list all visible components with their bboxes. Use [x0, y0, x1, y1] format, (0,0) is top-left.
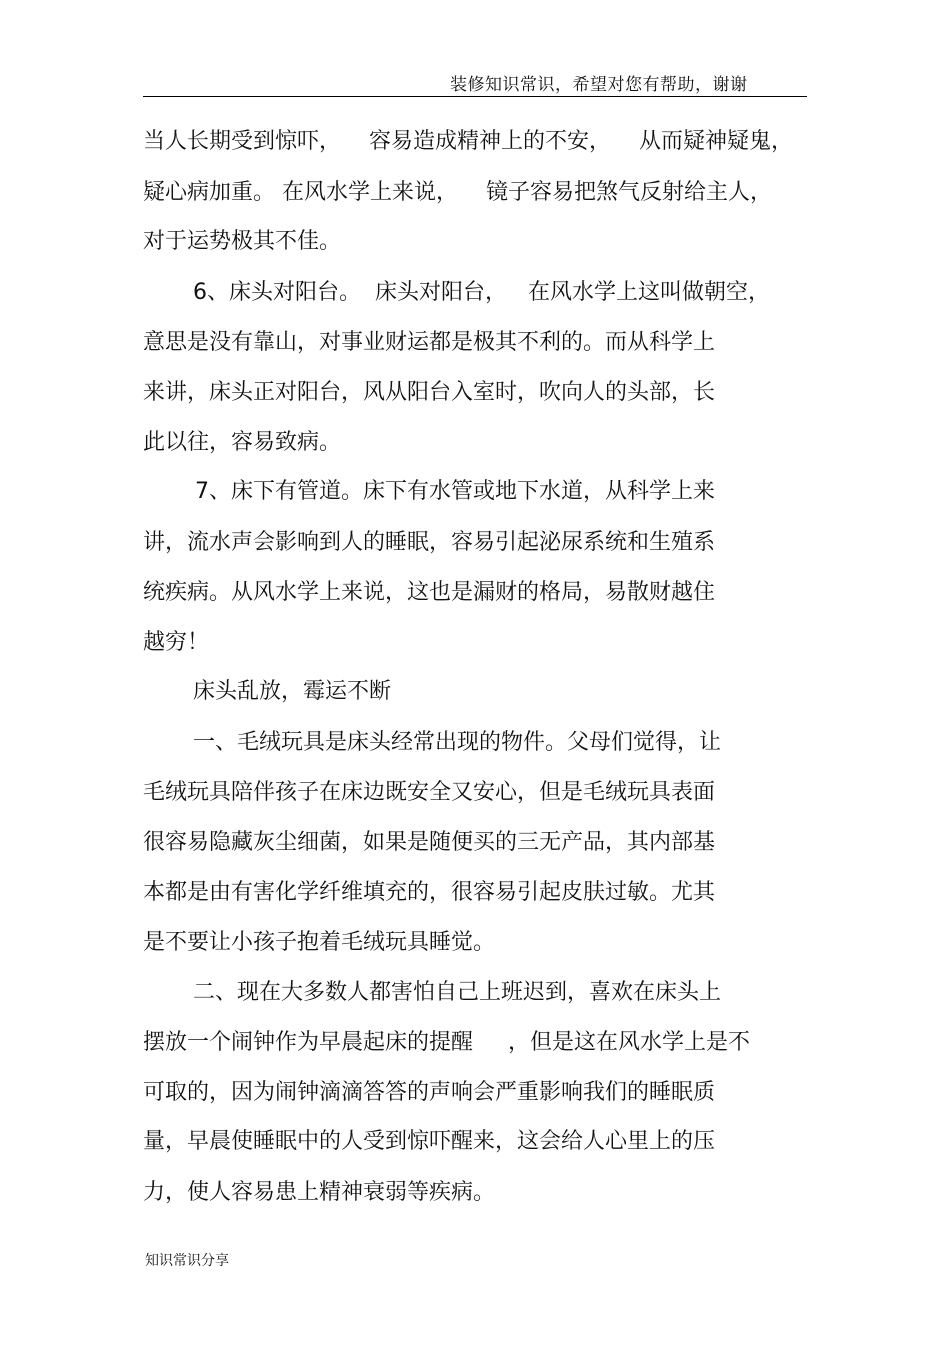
header-text: 装修知识常识，希望对您有帮助，谢谢: [450, 75, 748, 95]
body-line: 毛绒玩具陪伴孩子在床边既安全又安心，但是毛绒玩具表面: [143, 780, 716, 805]
body-line: 6、床头对阳台。 床头对阳台， 在风水学上这叫做朝空，: [193, 280, 770, 305]
body-line: 摆放一个闹钟作为早晨起床的提醒 ，但是这在风水学上是不: [143, 1030, 750, 1055]
body-line: 当人长期受到惊吓， 容易造成精神上的不安， 从而疑神疑鬼，: [143, 129, 793, 154]
body-line: 越穷！: [143, 630, 210, 655]
header-divider: [143, 96, 807, 97]
body-line: 力，使人容易患上精神衰弱等疾病。: [143, 1180, 496, 1205]
body-line: 7、床下有管道。床下有水管或地下水道，从科学上来: [195, 479, 715, 504]
body-line: 量，早晨使睡眠中的人受到惊吓醒来，这会给人心里上的压: [143, 1129, 716, 1154]
body-line: 来讲，床头正对阳台，风从阳台入室时，吹向人的头部，长: [143, 380, 716, 405]
body-line: 很容易隐藏灰尘细菌，如果是随便买的三无产品，其内部基: [143, 830, 716, 855]
section-heading: 床头乱放，霉运不断: [193, 679, 392, 704]
body-line: 统疾病。从风水学上来说，这也是漏财的格局，易散财越住: [143, 580, 716, 605]
body-line: 本都是由有害化学纤维填充的，很容易引起皮肤过敏。尤其: [143, 880, 716, 905]
body-line: 意思是没有靠山，对事业财运都是极其不利的。而从科学上: [143, 330, 716, 355]
body-line: 二、现在大多数人都害怕自己上班迟到，喜欢在床头上: [193, 980, 722, 1005]
body-line: 讲，流水声会影响到人的睡眠，容易引起泌尿系统和生殖系: [143, 530, 716, 555]
body-line: 此以往，容易致病。: [143, 430, 342, 455]
body-line: 疑心病加重。 在风水学上来说， 镜子容易把煞气反射给主人，: [143, 180, 772, 205]
body-line: 是不要让小孩子抱着毛绒玩具睡觉。: [143, 930, 496, 955]
body-line: 一、毛绒玩具是床头经常出现的物件。父母们觉得，让: [193, 730, 722, 755]
body-line: 可取的，因为闹钟滴滴答答的声响会严重影响我们的睡眠质: [143, 1080, 716, 1105]
body-line: 对于运势极其不佳。: [143, 229, 342, 254]
footer-text: 知识常识分享: [145, 1253, 229, 1269]
